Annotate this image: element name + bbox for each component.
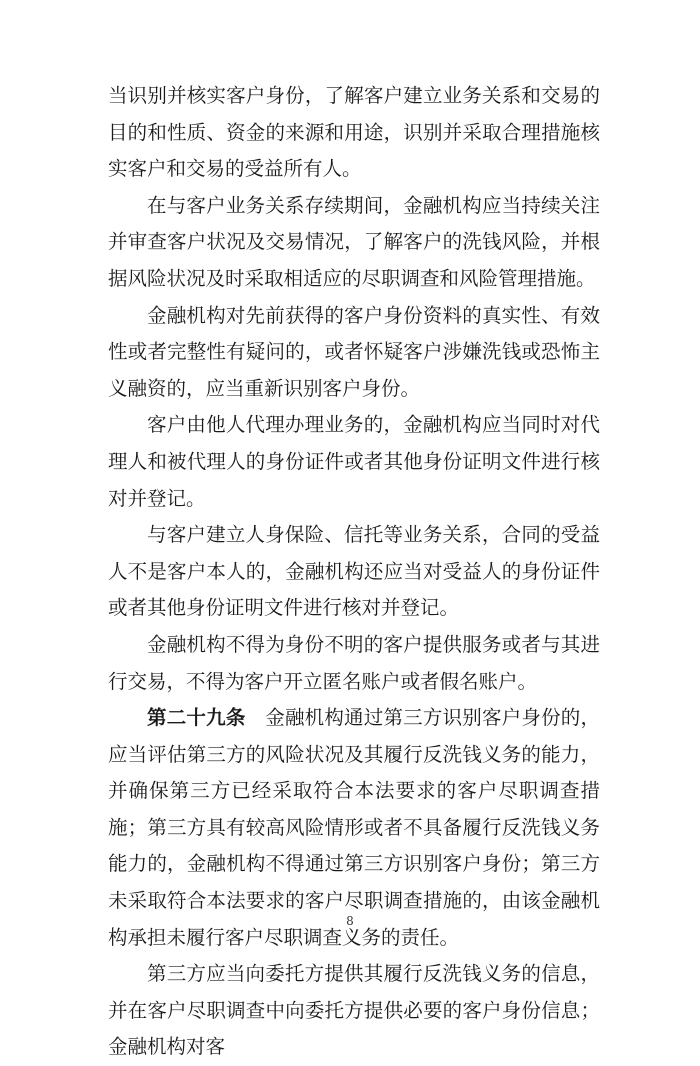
article-heading: 第二十九条: [147, 706, 246, 730]
paragraph-3: 金融机构对先前获得的客户身份资料的真实性、有效性或者完整性有疑问的，或者怀疑客户涉嫌洗钱或恐怖主义融资的，应当重新识别客户身份。: [108, 303, 600, 400]
paragraph-4: 客户由他人代理办理业务的，金融机构应当同时对代理人和被代理人的身份证件或者其他身份证明文件进行核对并登记。: [108, 413, 600, 510]
paragraph-5: 与客户建立人身保险、信托等业务关系，合同的受益人不是客户本人的，金融机构还应当对受益人的身份证件或者其他身份证明文件进行核对并登记。: [108, 523, 600, 620]
paragraph-2: 在与客户业务关系存续期间，金融机构应当持续关注并审查客户状况及交易情况，了解客户的洗钱风险，并根据风险状况及时采取相适应的尽职调查和风险管理措施。: [108, 193, 600, 290]
paragraph-1: 当识别并核实客户身份，了解客户建立业务关系和交易的目的和性质、资金的来源和用途，识别并采取合理措施核实客户和交易的受益所有人。: [108, 84, 600, 181]
article-text: 金融机构通过第三方识别客户身份的，应当评估第三方的风险状况及其履行反洗钱义务的能力，并确保第三方已经采取符合本法要求的客户尽职调查措施；第三方具有较高风险情形或者不具备履行反洗钱义务能力的，金融机构不得通过第三方识别客户身份；第三方未采取符合本法要求的客户尽职调查措施的，由该金融机构承担未履行客户尽职调查义务的责任。: [108, 706, 600, 949]
paragraph-6: 金融机构不得为身份不明的客户提供服务或者与其进行交易，不得为客户开立匿名账户或者假名账户。: [108, 632, 600, 693]
paragraph-8: 第三方应当向委托方提供其履行反洗钱义务的信息，并在客户尽职调查中向委托方提供必要的客户身份信息；金融机构对客: [108, 962, 600, 1059]
page-number: 8: [346, 914, 354, 928]
